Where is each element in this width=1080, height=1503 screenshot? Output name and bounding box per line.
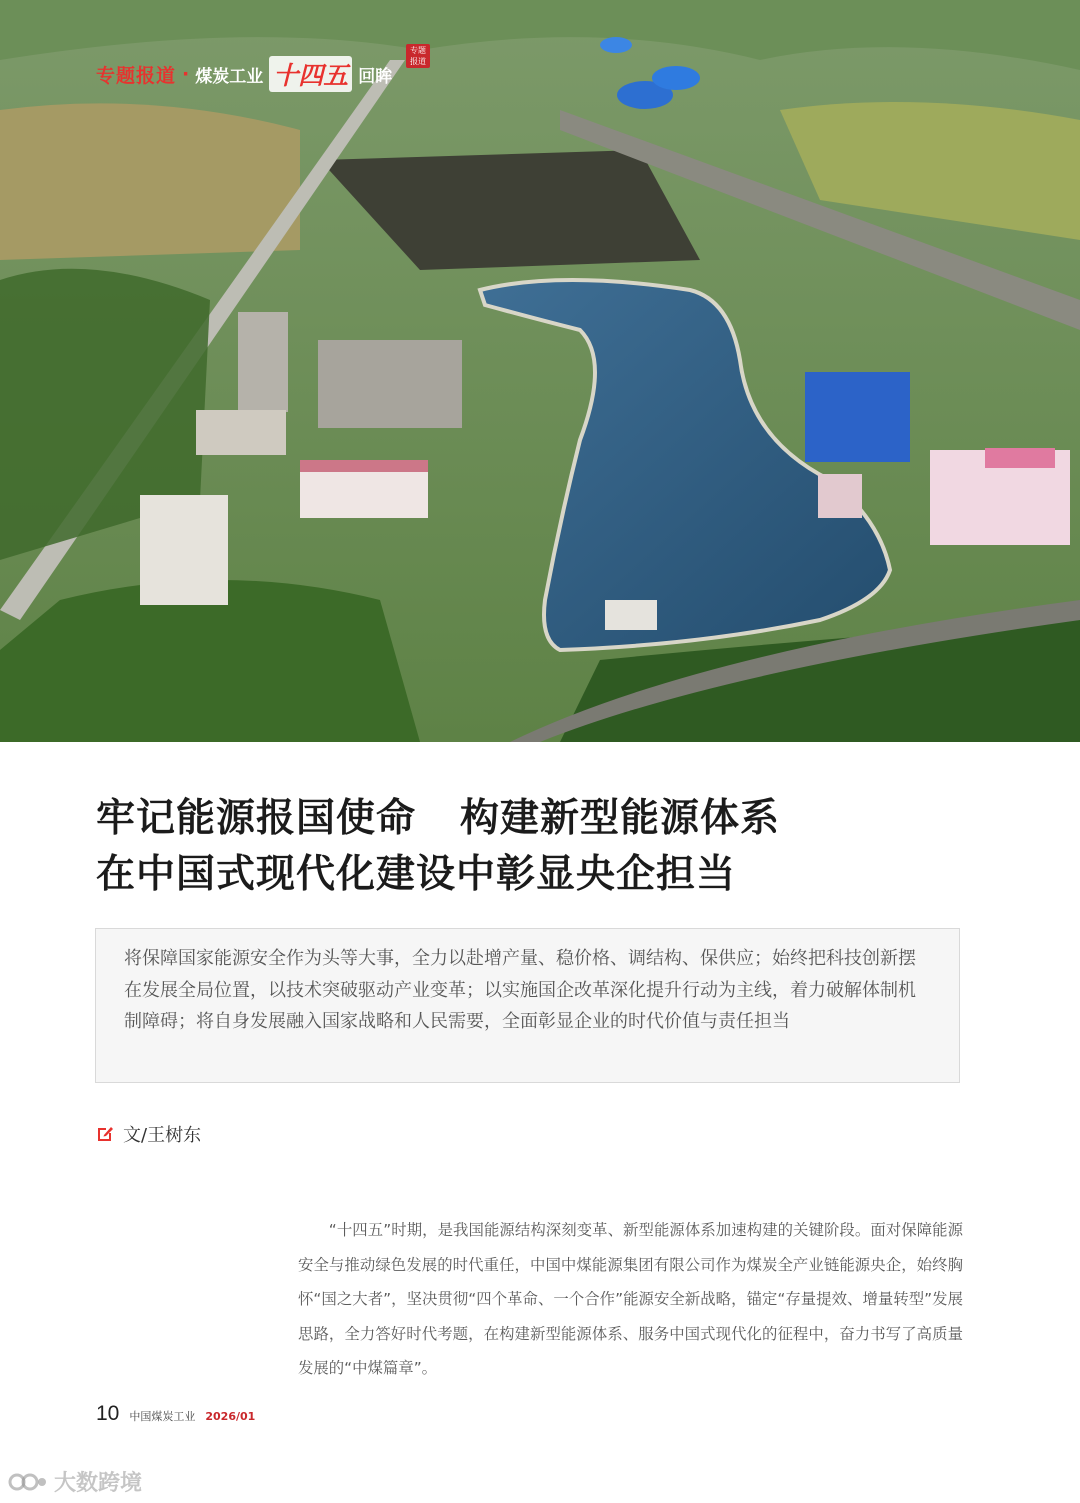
article-abstract	[95, 928, 960, 1083]
seal-stamp: 专题 报道	[406, 44, 430, 68]
page-footer	[96, 1402, 255, 1426]
hero-aerial-photo	[0, 0, 1080, 742]
magazine-name: 中国煤炭工业	[129, 1410, 196, 1423]
article-title	[96, 790, 996, 902]
section-label-special-report: 专题报道	[96, 64, 177, 87]
watermark-text: 大数跨境	[54, 1471, 143, 1496]
watermark-logo-icon	[8, 1469, 48, 1495]
section-label-review: 回眸	[358, 66, 393, 87]
title-line-1-part-1: 牢记能源报国使命	[96, 795, 417, 841]
watermark	[8, 1466, 142, 1497]
article-body	[298, 1213, 963, 1386]
section-label-coal-industry: 煤炭工业	[195, 66, 264, 87]
author: 文/王树东	[123, 1125, 202, 1146]
byline	[95, 1121, 201, 1147]
edit-icon	[95, 1124, 115, 1144]
abstract-text: 将保障国家能源安全作为头等大事，全力以赴增产量、稳价格、调结构、保供应；始终把科技创新摆在发展全局位置，以技术突破驱动产业变革；以实施国企改革深化提升行动为主线，着力破解体制机制障碍；将自身发展融入国家战略和人民需要，全面彰显企业的时代价值与责任担当	[124, 948, 916, 1032]
title-line-2: 在中国式现代化建设中彰显央企担当	[96, 851, 737, 897]
issue-number: 2026/01	[205, 1410, 256, 1423]
body-paragraph: “十四五”时期，是我国能源结构深刻变革、新型能源体系加速构建的关键阶段。面对保障能源安全与推动绿色发展的时代重任，中国中煤能源集团有限公司作为煤炭全产业链能源央企，始终胸怀“国之大者”，坚决贯彻“四个革命、一个合作”能源安全新战略，锚定“存量提效、增量转型”发展思路，全力答好时代考题，在构建新型能源体系、服务中国式现代化的征程中，奋力书写了高质量发展的“中煤篇章”。	[298, 1221, 963, 1378]
section-header	[96, 56, 392, 92]
title-line-1-part-2: 构建新型能源体系	[460, 795, 781, 841]
section-separator-dot: ·	[182, 63, 190, 85]
title-line-1	[96, 790, 996, 846]
page-number: 10	[96, 1402, 120, 1425]
five-year-plan-logo: 十四五	[269, 56, 352, 92]
aerial-photo-illustration	[0, 0, 1080, 742]
